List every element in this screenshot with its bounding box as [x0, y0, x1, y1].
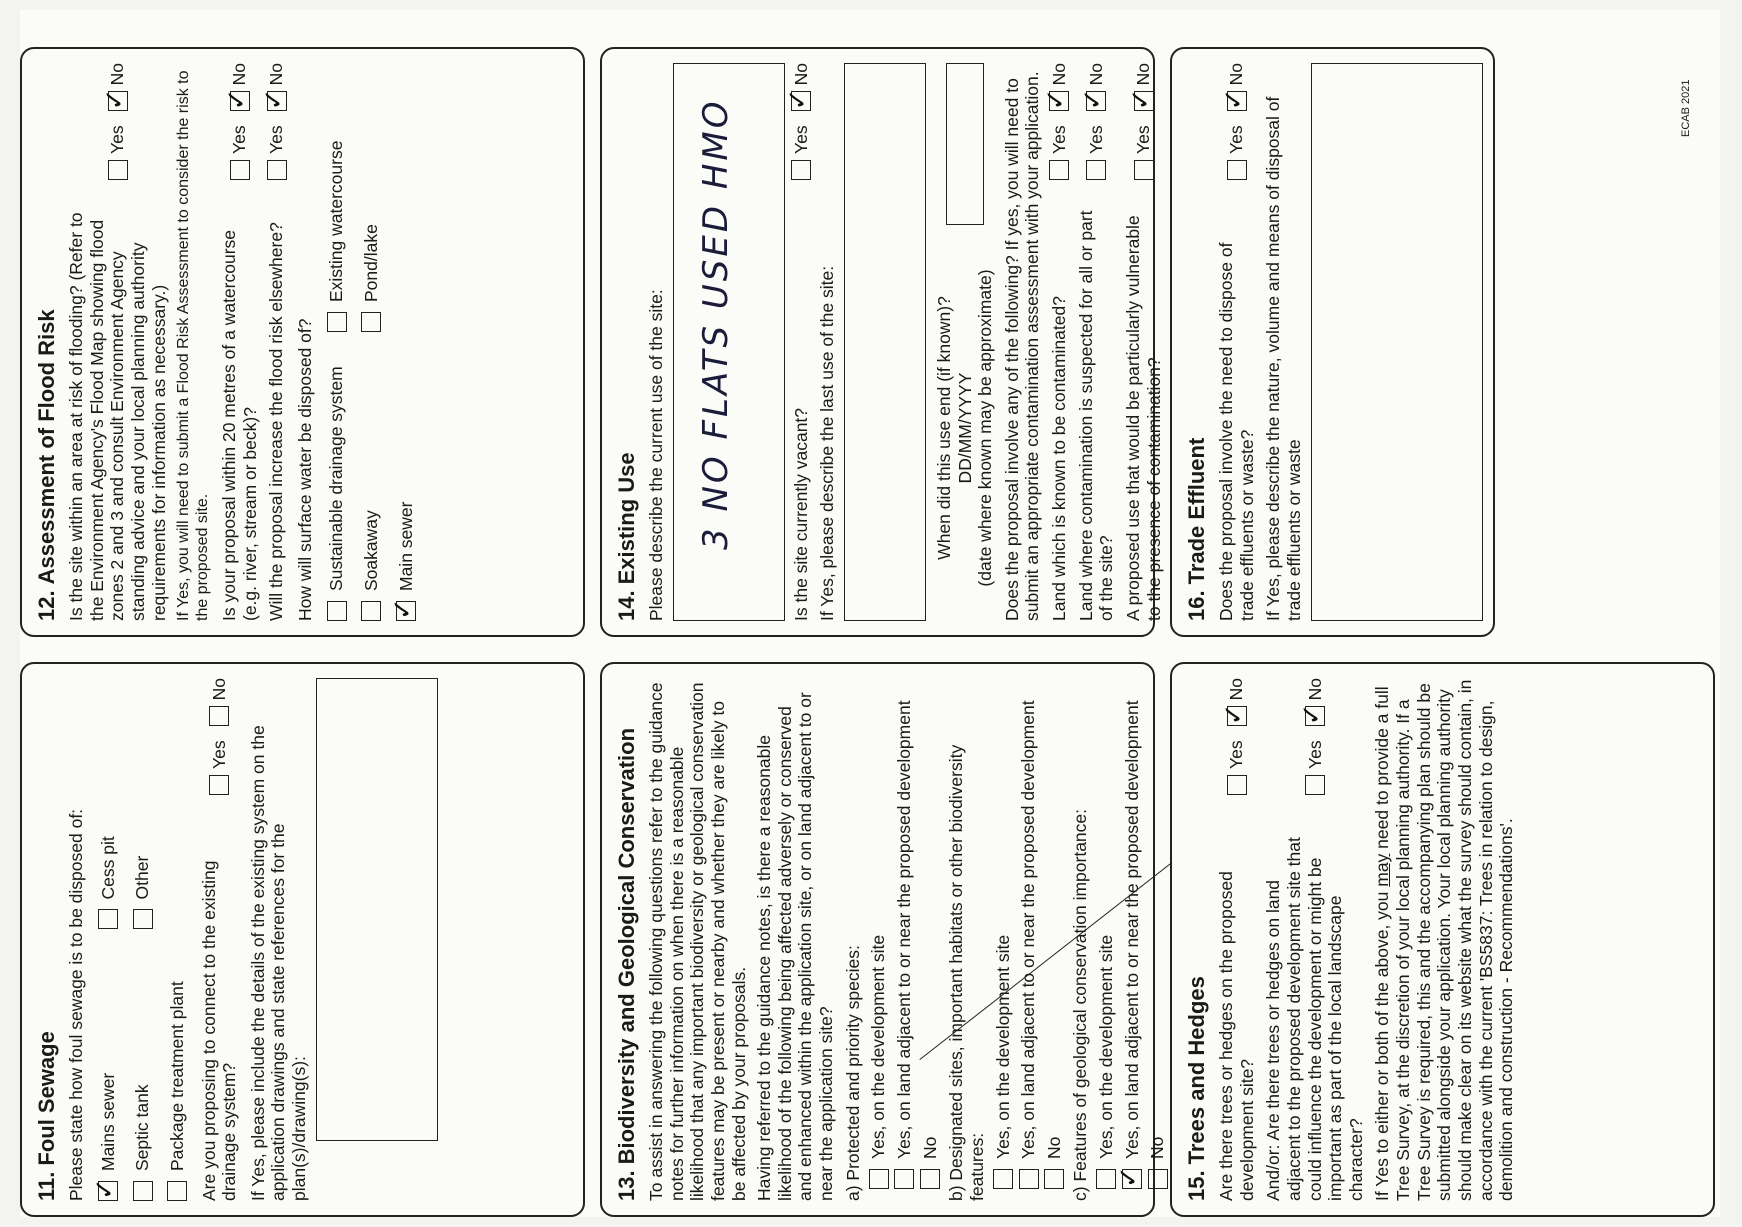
option-mains-sewer[interactable]: [98, 950, 119, 1202]
last-use-prompt: If Yes, please describe the last use of the site:: [817, 265, 838, 621]
yes-no-group: [1049, 63, 1070, 194]
option-label: Yes, on land adjacent to or near the proposed development: [894, 700, 914, 1159]
checkbox[interactable]: [1049, 160, 1069, 180]
checkbox[interactable]: [1305, 775, 1325, 795]
yes-option[interactable]: [1305, 740, 1326, 795]
checkbox-checked[interactable]: [98, 1181, 118, 1201]
option-suds[interactable]: [326, 352, 347, 621]
checkbox-checked[interactable]: [1122, 1169, 1142, 1189]
effluent-details-field[interactable]: [1311, 63, 1483, 621]
question-flood-area: [66, 63, 169, 621]
checkbox[interactable]: [267, 160, 287, 180]
current-use-field[interactable]: [673, 63, 785, 621]
section-title-text: Assessment of Flood Risk: [34, 309, 59, 585]
checkbox[interactable]: [1227, 775, 1247, 795]
biodiversity-question: Having referred to the guidance notes, is there a reasonable likelihood of the following being affected adversely or conserved and enhanced within the application site, or on land adjacent to or near the application site?: [754, 692, 837, 1201]
checkbox-checked[interactable]: [1227, 706, 1247, 726]
option-adjacent[interactable]: [894, 678, 915, 1201]
yes-no-group: [266, 63, 287, 194]
question-text: [934, 225, 996, 621]
question-text: And/or: Are there trees or hedges on land adjacent to the proposed development site that could influence the development or might be important as part of the local landscape character?: [1263, 837, 1366, 1201]
option-label: Yes, on land adjacent to or near the proposed development: [1121, 700, 1142, 1159]
checkbox-checked[interactable]: [108, 91, 128, 111]
checkbox[interactable]: [361, 601, 381, 621]
section-flood-risk: [20, 47, 585, 637]
option-other[interactable]: [132, 678, 153, 930]
option-label: No: [1043, 1136, 1064, 1159]
option-pond-lake[interactable]: [361, 63, 382, 332]
checkbox[interactable]: [1019, 1169, 1039, 1189]
no-label: No: [1086, 63, 1107, 86]
option-existing-watercourse[interactable]: [326, 63, 347, 332]
no-label: No: [1049, 63, 1070, 86]
question-increase-flood: [266, 63, 287, 621]
checkbox-checked[interactable]: [1305, 706, 1325, 726]
section-biodiversity: [600, 662, 1168, 1217]
group-designated-sites: [946, 678, 1064, 1201]
option-label: Soakaway: [361, 510, 382, 591]
yes-label: Yes: [1049, 125, 1070, 154]
section-title: [34, 678, 60, 1201]
checkbox[interactable]: [791, 160, 811, 180]
section-title-text: Biodiversity and Geological Conservation: [614, 727, 639, 1165]
question-known-contaminated: [1049, 63, 1070, 621]
question-text: Is the site within an area at risk of flooding? (Refer to the Environment Agency's Flood Map showing flood zones 2 and 3 and consult Environment Agency standing advice and your local planning authority requirements for information as necessary.): [65, 212, 169, 621]
group-geological: [1070, 678, 1168, 1201]
option-label: Main sewer: [395, 501, 416, 591]
checkbox[interactable]: [920, 1169, 940, 1189]
option-soakaway[interactable]: [361, 352, 382, 621]
yes-label: Yes: [1304, 740, 1325, 769]
yes-label: Yes: [790, 125, 811, 154]
section-title: [614, 63, 640, 621]
form-document: [20, 37, 1720, 1217]
yes-no-group: [1226, 678, 1247, 809]
current-use-prompt: Please describe the current use of the site:: [645, 289, 666, 621]
question-text: Is the site currently vacant?: [790, 407, 811, 621]
no-label: No: [266, 63, 287, 86]
question-watercourse: [219, 63, 260, 621]
question-connect-drainage: [199, 678, 240, 1201]
option-cess-pit[interactable]: [98, 678, 119, 930]
checkbox[interactable]: [108, 160, 128, 180]
checkbox[interactable]: [327, 601, 347, 621]
yes-option[interactable]: [209, 740, 230, 795]
option-label: Mains sewer: [97, 1072, 118, 1171]
no-option[interactable]: [1086, 63, 1107, 111]
no-option[interactable]: [209, 678, 230, 726]
checkbox[interactable]: [993, 1169, 1013, 1189]
no-option[interactable]: [1226, 63, 1247, 111]
question-text: Does the proposal involve the need to dispose of trade effluents or waste?: [1215, 242, 1257, 621]
yes-label: Yes: [266, 125, 287, 154]
contamination-intro: Does the proposal involve any of the following? If yes, you will need to submit an appropriate contamination assessment with your application.: [1001, 71, 1043, 621]
no-option[interactable]: [266, 63, 287, 111]
section-number: 12.: [34, 590, 59, 621]
last-use-field[interactable]: [844, 63, 926, 621]
yes-option[interactable]: [229, 125, 250, 180]
date-format-hint: DD/MM/YYYY: [954, 372, 975, 484]
checkbox-checked[interactable]: [230, 91, 250, 111]
no-option[interactable]: [229, 63, 250, 111]
yes-option[interactable]: [107, 125, 128, 180]
flood-risk-note: If Yes, you will need to submit a Flood Risk Assessment to consider the risk to the proposed site.: [175, 70, 212, 621]
yes-no-group: [209, 678, 230, 809]
no-label: No: [1226, 63, 1247, 86]
checkbox-checked[interactable]: [267, 91, 287, 111]
no-label: No: [229, 63, 250, 86]
yes-label: Yes: [1226, 740, 1247, 769]
checkbox[interactable]: [1134, 160, 1154, 180]
option-on-site[interactable]: [993, 678, 1014, 1201]
scanned-page: [20, 10, 1720, 1217]
yes-label: Yes: [229, 125, 250, 154]
checkbox[interactable]: [133, 910, 153, 930]
yes-no-group: [791, 63, 812, 194]
section-number: 16.: [1184, 590, 1209, 621]
question-vulnerable-use: [1123, 63, 1164, 621]
checkbox-checked[interactable]: [1227, 91, 1247, 111]
no-label: No: [107, 63, 128, 86]
yes-option[interactable]: [266, 125, 287, 180]
handwritten-current-use: 3 NO FLATS USED HMO: [695, 98, 736, 550]
option-label: Cess pit: [97, 836, 118, 900]
question-text: Land where contamination is suspected for all or part of the site?: [1075, 210, 1117, 621]
no-label: No: [208, 678, 229, 701]
question-text: Are you proposing to connect to the existing drainage system?: [198, 860, 240, 1201]
no-label: No: [790, 63, 811, 86]
option-label: Pond/lake: [361, 224, 382, 302]
section-number: 14.: [614, 590, 639, 621]
yes-no-group: [1226, 63, 1247, 194]
yes-no-group: [1305, 678, 1326, 809]
section-number: 13.: [614, 1170, 639, 1201]
checkbox[interactable]: [209, 775, 229, 795]
section-trees-hedges: [1170, 662, 1715, 1217]
option-label: Yes, on the development site: [868, 934, 889, 1159]
checkbox[interactable]: [327, 312, 347, 332]
section-number: 15.: [1184, 1170, 1209, 1201]
section-title-text: Trade Effluent: [1184, 437, 1209, 585]
date-note: (date where known may be approximate): [975, 269, 996, 587]
checkbox-checked[interactable]: [1134, 91, 1154, 111]
option-septic-tank[interactable]: [132, 950, 153, 1202]
yes-option[interactable]: [791, 125, 812, 180]
section-trade-effluent: [1170, 47, 1495, 637]
option-adjacent[interactable]: [1018, 678, 1039, 1201]
option-package-treatment[interactable]: [167, 678, 188, 1201]
section-foul-sewage: [20, 662, 585, 1217]
group-label: b) Designated sites, important habitats or other biodiversity features:: [946, 744, 987, 1201]
option-on-site[interactable]: [868, 678, 889, 1201]
form-code: ECAB 2021: [1680, 79, 1692, 137]
note-text: If Yes to either or both of the above, you: [1372, 886, 1393, 1201]
section-title: [1184, 678, 1210, 1201]
no-option[interactable]: [791, 63, 812, 111]
tree-survey-note: [1372, 678, 1516, 1201]
drawing-references-field[interactable]: [316, 678, 438, 1141]
question-text: A proposed use that would be particularly vulnerable to the presence of contamination?: [1123, 215, 1164, 621]
yes-no-group: [1133, 63, 1154, 194]
question-text: Are there trees or hedges on the proposed development site?: [1215, 871, 1257, 1201]
yes-label: Yes: [1086, 125, 1107, 154]
question-text: Land which is known to be contaminated?: [1049, 296, 1070, 621]
checkbox-checked[interactable]: [791, 91, 811, 111]
yes-label: Yes: [1133, 125, 1154, 154]
surface-water-options: [321, 63, 421, 621]
checkbox[interactable]: [133, 1181, 153, 1201]
yes-no-group: [107, 63, 128, 194]
question-trade-effluent: [1216, 63, 1257, 621]
question-use-ended: [934, 63, 996, 621]
yes-option[interactable]: [1226, 740, 1247, 795]
section-number: 11.: [34, 1171, 59, 1201]
option-label: Existing watercourse: [326, 140, 347, 302]
checkbox[interactable]: [1044, 1169, 1064, 1189]
foul-sewage-prompt: Please state how foul sewage is to be disposed of:: [65, 808, 86, 1201]
option-label: Yes, on land adjacent to or near the proposed development: [1018, 700, 1039, 1159]
no-label: No: [1304, 678, 1325, 701]
option-no[interactable]: [920, 678, 941, 1201]
note-emphasis: may: [1372, 853, 1393, 887]
checkbox[interactable]: [167, 1181, 187, 1201]
no-option[interactable]: [107, 63, 128, 111]
surface-water-prompt: How will surface water be disposed of?: [294, 318, 315, 621]
option-label: Other: [132, 855, 153, 900]
question-vacant: [791, 63, 812, 621]
section-title: [1184, 63, 1210, 621]
option-label: Yes, on the development site: [1096, 934, 1117, 1159]
no-option[interactable]: [1133, 63, 1154, 111]
checkbox[interactable]: [1086, 160, 1106, 180]
section-title: [614, 678, 640, 1201]
option-main-sewer[interactable]: [396, 352, 417, 621]
option-label: Septic tank: [132, 1084, 153, 1171]
no-option[interactable]: [1305, 678, 1326, 726]
yes-option[interactable]: [1133, 125, 1154, 180]
option-label: Sustainable drainage system: [326, 366, 347, 591]
checkbox[interactable]: [98, 910, 118, 930]
yes-option[interactable]: [1086, 125, 1107, 180]
foul-sewage-options: [93, 678, 193, 1201]
question-suspected-contamination: [1076, 63, 1117, 621]
section-title-text: Trees and Hedges: [1184, 976, 1209, 1165]
checkbox-checked[interactable]: [1086, 91, 1106, 111]
question-trees-adjacent: [1263, 678, 1366, 1201]
section-title: [34, 63, 60, 621]
checkbox-checked[interactable]: [1049, 91, 1069, 111]
group-label: a) Protected and priority species:: [842, 945, 863, 1201]
yes-no-group: [1086, 63, 1107, 194]
checkbox[interactable]: [894, 1169, 914, 1189]
option-no[interactable]: [1147, 678, 1168, 1201]
question-text: Is your proposal within 20 metres of a watercourse (e.g. river, stream or beck)?: [218, 229, 260, 621]
checkbox[interactable]: [230, 160, 250, 180]
checkbox[interactable]: [1148, 1169, 1168, 1189]
section-title-text: Existing Use: [614, 452, 639, 585]
section-existing-use: [600, 47, 1164, 637]
date-field[interactable]: [946, 63, 984, 225]
section-title-text: Foul Sewage: [34, 1031, 59, 1166]
checkbox[interactable]: [1227, 160, 1247, 180]
note-text: need to provide a full Tree Survey, at the discretion of your local planning authority. If a Tree Survey is required, this and the accompanying plan should be submitted alongside your application. Your local planning authority should make clear on its website what the survey should contain, in accordance with the current 'BS5837: Trees in relation to design, demolition and construction - Recommendations'.: [1372, 679, 1517, 1201]
option-no[interactable]: [1044, 678, 1065, 1201]
question-text: Will the proposal increase the flood risk elsewhere?: [266, 222, 287, 621]
yes-option[interactable]: [1226, 125, 1247, 180]
option-label: No: [1147, 1136, 1168, 1159]
yes-label: Yes: [208, 740, 229, 769]
option-adjacent[interactable]: [1122, 678, 1143, 1201]
drainage-details-prompt: If Yes, please include the details of the existing system on the application drawings and state references for the plan(s)/drawing(s):: [247, 725, 310, 1201]
effluent-details-prompt: If Yes, please describe the nature, volume and means of disposal of trade effluents or waste: [1263, 96, 1304, 621]
yes-label: Yes: [107, 125, 128, 154]
no-option[interactable]: [1049, 63, 1070, 111]
checkbox[interactable]: [361, 312, 381, 332]
question-trees-on-site: [1216, 678, 1257, 1201]
option-label: No: [919, 1136, 940, 1159]
checkbox[interactable]: [869, 1169, 889, 1189]
yes-option[interactable]: [1049, 125, 1070, 180]
yes-no-group: [229, 63, 250, 194]
option-on-site[interactable]: [1096, 678, 1117, 1201]
use-ended-question: When did this use end (if known)?: [933, 296, 954, 560]
yes-label: Yes: [1226, 125, 1247, 154]
option-label: Package treatment plant: [166, 981, 187, 1171]
no-label: No: [1226, 678, 1247, 701]
checkbox-checked[interactable]: [396, 601, 416, 621]
biodiversity-intro: To assist in answering the following questions refer to the guidance notes for further information on when there is a reasonable likelihood that any important biodiversity or geological conservation features may be present or nearby and whether they are likely to be affected by your proposals.: [645, 682, 749, 1201]
no-option[interactable]: [1226, 678, 1247, 726]
no-label: No: [1133, 63, 1154, 86]
group-label: c) Features of geological conservation importance:: [1070, 808, 1091, 1201]
option-label: Yes, on the development site: [992, 934, 1013, 1159]
group-protected-species: [843, 678, 941, 1201]
checkbox[interactable]: [209, 706, 229, 726]
